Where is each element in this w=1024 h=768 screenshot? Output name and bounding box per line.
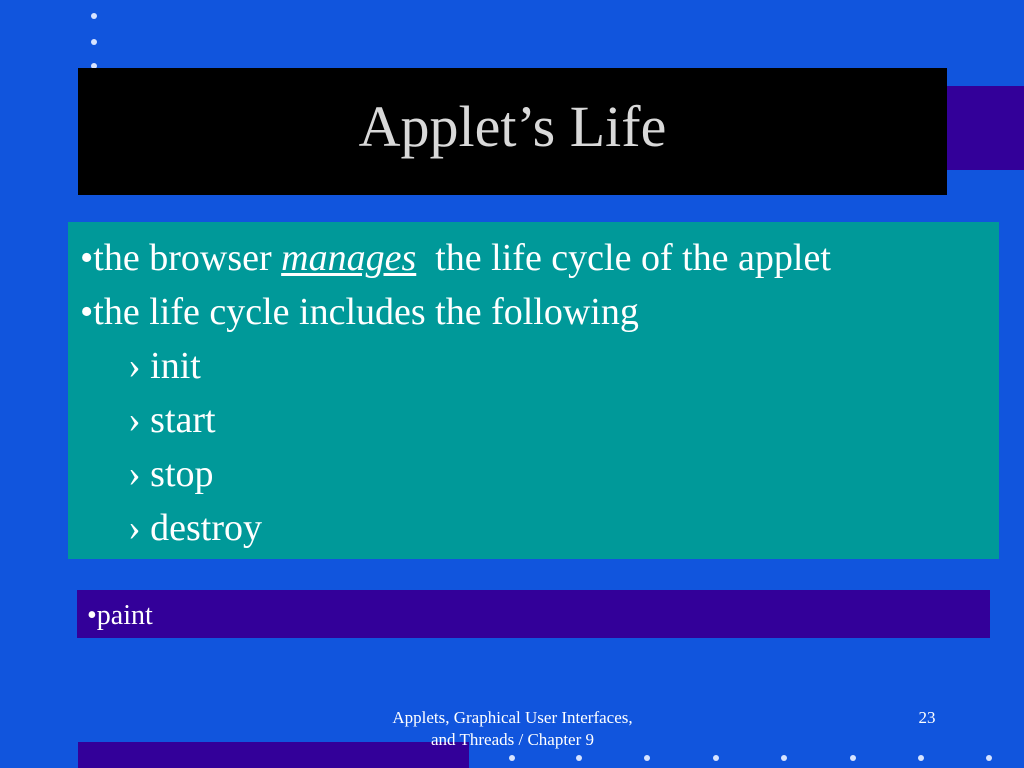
footer-caption	[335, 707, 690, 751]
bullet-life-cycle-includes: •the life cycle includes the following	[80, 291, 639, 333]
sub-bullet-init: › init	[128, 345, 201, 387]
content-box	[68, 222, 999, 559]
sub-bullet-destroy: › destroy	[128, 507, 263, 549]
bullet-text: the life cycle of the applet	[416, 237, 831, 279]
decorative-dot	[91, 13, 97, 19]
decorative-dot	[918, 755, 924, 761]
slide-title: Applet’s Life	[358, 93, 667, 159]
decorative-dot	[91, 39, 97, 45]
decorative-dot	[576, 755, 582, 761]
decorative-dot	[850, 755, 856, 761]
sub-bullet-stop: › stop	[128, 453, 214, 495]
decorative-dot	[986, 755, 992, 761]
decorative-dot	[713, 755, 719, 761]
bullet-text: •the browser	[80, 237, 282, 279]
bullet-browser-manages	[80, 236, 831, 280]
title-accent-bar	[947, 86, 1024, 170]
footer-line-1: Applets, Graphical User Interfaces,	[392, 708, 633, 727]
decorative-dot	[644, 755, 650, 761]
bullet-paint: •paint	[87, 600, 153, 631]
decorative-dot	[781, 755, 787, 761]
paint-box	[77, 590, 990, 638]
sub-bullet-start: › start	[128, 399, 216, 441]
decorative-dot	[509, 755, 515, 761]
page-number: 23	[918, 708, 936, 727]
emphasis-text: manages	[281, 237, 417, 279]
title-box	[78, 68, 947, 195]
footer-line-2: and Threads / Chapter 9	[430, 730, 595, 749]
